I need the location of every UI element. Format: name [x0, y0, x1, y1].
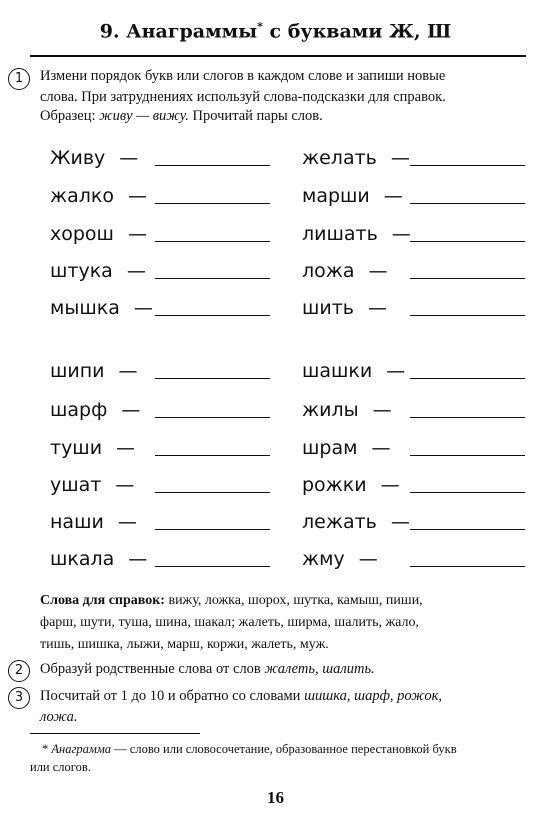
right-answer-line-4[interactable] — [410, 278, 525, 279]
task-2-text: Образуй родственные слова от слов жалеть, шалить. — [40, 661, 375, 677]
task-number-3: 3 — [8, 687, 30, 709]
left-answer-line-1[interactable] — [155, 165, 270, 166]
right-word-7: жилы — — [302, 399, 392, 421]
footnote: * Анаграмма — слово или словосочетание, образованное перестановкой букв или слогов. — [30, 742, 457, 774]
left-word-6: шипи — — [50, 360, 138, 382]
left-word-10: наши — — [50, 511, 137, 533]
left-answer-line-6[interactable] — [155, 378, 270, 379]
left-answer-line-9[interactable] — [155, 492, 270, 493]
left-answer-line-10[interactable] — [155, 529, 270, 530]
right-word-9: рожки — — [302, 474, 400, 496]
task-1-instructions: Измени порядок букв или слогов в каждом слове и запиши новые слова. При затруднениях используй слова-подсказки для справок. — [40, 68, 446, 105]
right-word-3: лишать — — [302, 223, 411, 245]
right-answer-line-7[interactable] — [410, 417, 525, 418]
left-answer-line-2[interactable] — [155, 203, 270, 204]
right-answer-line-2[interactable] — [410, 203, 525, 204]
left-word-5: мышка — — [50, 297, 153, 319]
right-answer-line-11[interactable] — [410, 566, 525, 567]
right-answer-line-3[interactable] — [410, 241, 525, 242]
right-answer-line-8[interactable] — [410, 455, 525, 456]
task-1-example: Образец: живу — вижу. Прочитай пары слов. — [40, 108, 323, 124]
right-answer-line-10[interactable] — [410, 529, 525, 530]
left-answer-line-4[interactable] — [155, 278, 270, 279]
right-answer-line-1[interactable] — [410, 165, 525, 166]
left-word-1: Живу — — [50, 147, 139, 169]
left-word-9: ушат — — [50, 474, 135, 496]
right-word-2: марши — — [302, 185, 403, 207]
left-word-2: жалко — — [50, 185, 148, 207]
left-answer-line-8[interactable] — [155, 455, 270, 456]
left-word-7: шарф — — [50, 399, 141, 421]
reference-words: Слова для справок: вижу, ложка, шорох, шутка, камыш, пиши, фарш, шути, туша, шина, шакал; жалеть, ширма, шалить, жало, тишь, шишка, лыжи, марш, коржи, жалеть, муж. — [40, 593, 423, 652]
right-answer-line-6[interactable] — [410, 378, 525, 379]
task-3-text: Посчитай от 1 до 10 и обратно со словами шишка, шарф, рожок, ложа. — [40, 688, 443, 725]
footnote-divider — [30, 733, 200, 734]
right-word-8: шрам — — [302, 437, 391, 459]
left-word-3: хорош — — [50, 223, 147, 245]
left-word-11: шкала — — [50, 548, 148, 570]
left-answer-line-5[interactable] — [155, 315, 270, 316]
right-word-10: лежать — — [302, 511, 410, 533]
title-underline — [30, 55, 526, 57]
right-word-4: ложа — — [302, 260, 388, 282]
right-word-11: жму — — [302, 548, 378, 570]
right-answer-line-9[interactable] — [410, 492, 525, 493]
left-answer-line-11[interactable] — [155, 566, 270, 567]
right-answer-line-5[interactable] — [410, 315, 525, 316]
left-answer-line-3[interactable] — [155, 241, 270, 242]
left-word-4: штука — — [50, 260, 146, 282]
right-word-1: желать — — [302, 147, 410, 169]
page-number: 16 — [267, 788, 284, 807]
page-title: 9. Анаграммы* с буквами Ж, Ш — [99, 20, 452, 43]
left-answer-line-7[interactable] — [155, 417, 270, 418]
task-number-2: 2 — [8, 660, 30, 682]
right-word-6: шашки — — [302, 360, 406, 382]
task-number-1: 1 — [8, 68, 30, 90]
left-word-8: туши — — [50, 437, 136, 459]
right-word-5: шить — — [302, 297, 387, 319]
